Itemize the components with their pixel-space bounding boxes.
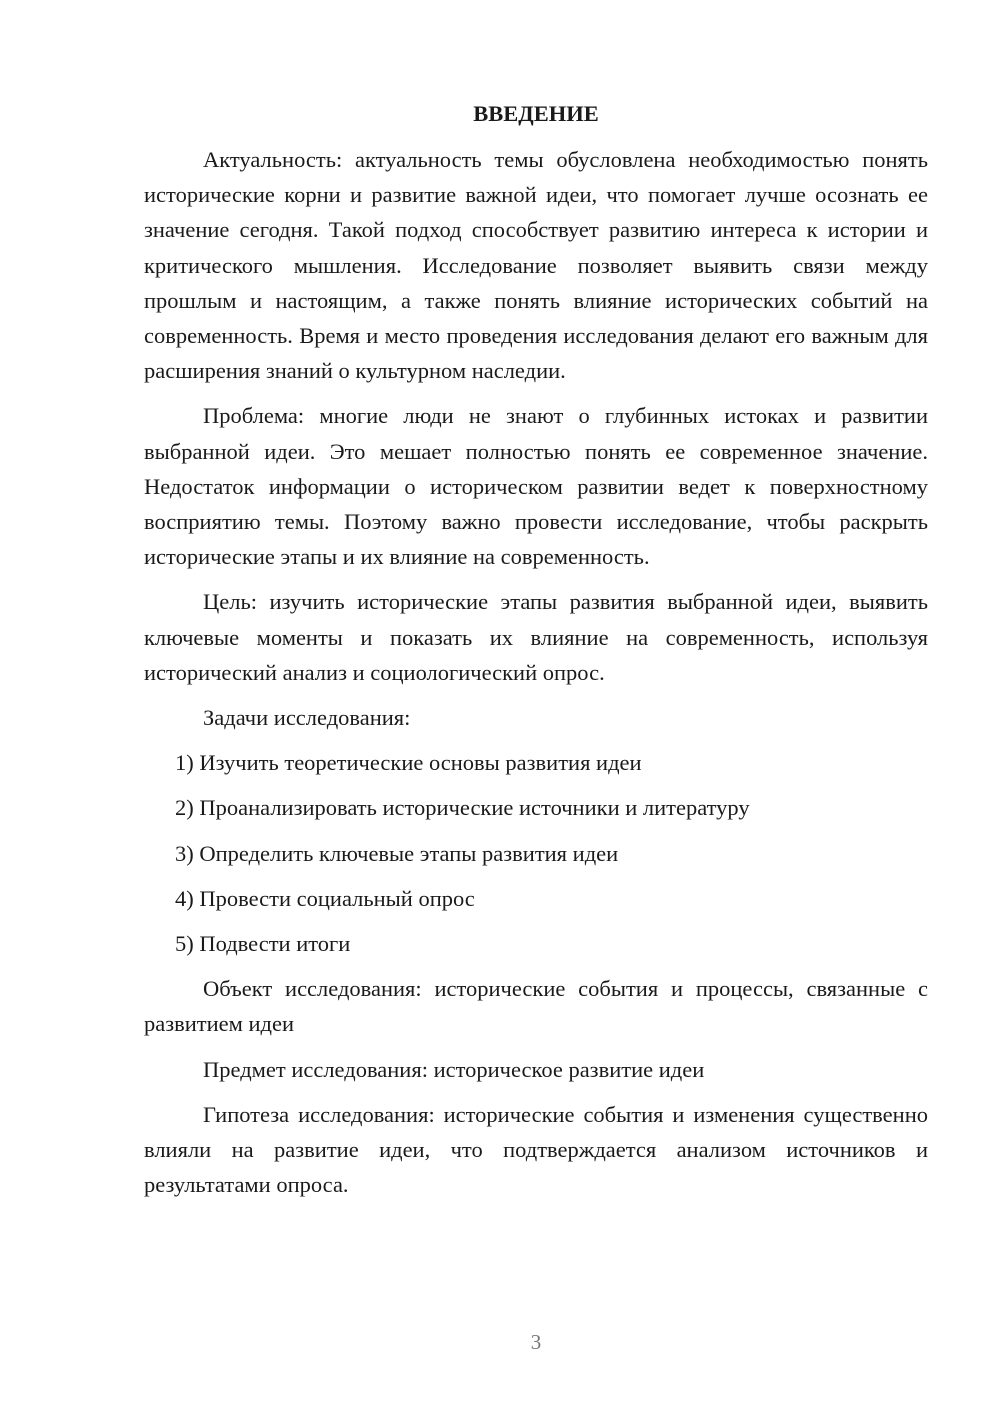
task-item-1: 1) Изучить теоретические основы развития идеи: [175, 750, 642, 776]
hypothesis-paragraph: Гипотеза исследования: исторические события и изменения существенно влияли на развитие идеи, что подтверждается анализом источников и результатами опроса.: [144, 1101, 928, 1198]
task-item-5: 5) Подвести итоги: [175, 931, 351, 957]
goal-paragraph: Цель: изучить исторические этапы развития выбранной идеи, выявить ключевые моменты и показать их влияние на современность, используя исторический анализ и социологический опрос.: [144, 589, 928, 685]
relevance-paragraph: Актуальность: актуальность темы обусловлена необходимостью понять исторические корни и развитие важной идеи, что помогает лучше осознать ее значение сегодня. Такой подход способствует развитию интереса к истории и критического мышления. Исследование позволяет выявить связи между прошлым и настоящим, а также понять влияние исторических событий на современность. Время и место проведения исследования делают его важным для расширения знаний о культурном наследии.: [144, 147, 928, 384]
page-number: 3: [530, 1330, 542, 1354]
page-body: [144, 96, 928, 1212]
task-item-3: 3) Определить ключевые этапы развития идеи: [175, 840, 619, 866]
page-title: ВВЕДЕНИЕ: [473, 101, 599, 126]
problem-paragraph: Проблема: многие люди не знают о глубинных истоках и развитии выбранной идеи. Это мешает полностью понять ее современное значение. Недостаток информации о историческом развитии ведет к поверхностному восприятию темы. Поэтому важно провести исследование, чтобы раскрыть исторические этапы и их влияние на современность.: [144, 403, 928, 570]
task-item-4: 4) Провести социальный опрос: [175, 885, 475, 911]
subject-paragraph: Предмет исследования: историческое развитие идеи: [203, 1056, 705, 1082]
task-item-2: 2) Проанализировать исторические источники и литературу: [175, 795, 750, 821]
object-paragraph: Объект исследования: исторические события и процессы, связанные с развитием идеи: [144, 976, 928, 1037]
tasks-heading: Задачи исследования:: [203, 705, 411, 731]
